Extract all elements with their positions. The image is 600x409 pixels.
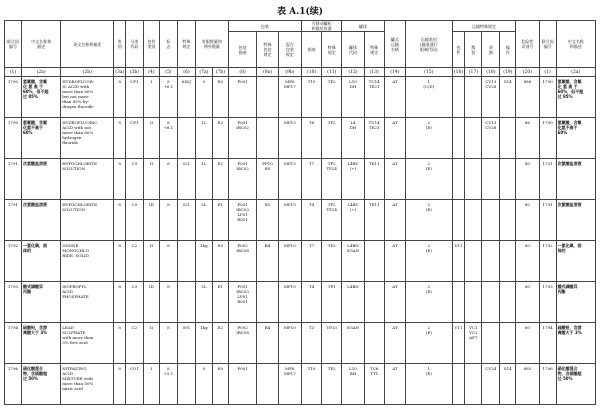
table-cell: 氢氟酸，含氟 化氢不高于 60% (21, 118, 60, 159)
dangerous-goods-table (4, 20, 596, 405)
table-cell: 1L (195, 118, 212, 159)
table-cell: 8 (114, 282, 126, 323)
table-row (5, 77, 596, 118)
table-cell: C9 (125, 159, 143, 200)
table-cell: 8 +6.1 (159, 118, 177, 159)
table-cell (482, 200, 500, 241)
table-cell: 8 (114, 241, 126, 282)
table-cell: P001 IBC02 (228, 159, 257, 200)
table-cell: 80 (516, 282, 539, 323)
column-number-cell: (17) (465, 68, 482, 77)
table-row (5, 282, 596, 323)
table-cell (465, 159, 482, 200)
column-number-cell: (2a) (556, 68, 595, 77)
column-number-cell: (4) (143, 68, 159, 77)
column-number-cell: (18) (482, 68, 500, 77)
header-transport-category: 运输类别 (隧道通行 限制代码) (405, 21, 452, 68)
table-cell: 521 (177, 200, 195, 241)
header-loading: 装 卸 (482, 32, 500, 68)
table-cell: 1791 (539, 200, 556, 241)
header-tank-vehicle: 罐式 运输 车辆 (384, 21, 405, 68)
table-cell (257, 77, 278, 118)
table-cell: CV13 CV28 (482, 118, 500, 159)
table-cell: MP8 MP17 (278, 77, 301, 118)
table-cell: E1 (212, 200, 228, 241)
table-cell: 硫酸铅，含游 离酸大于 3% (21, 323, 60, 364)
table-cell: 1kg (195, 323, 212, 364)
table-cell: IODINE MONOCHLO RIDE, SOLID (61, 241, 114, 282)
table-cell (465, 282, 482, 323)
table-cell: CV13 CV28 (482, 77, 500, 118)
header-tank-instructions: 指南 (302, 32, 322, 68)
table-cell: 885 (516, 364, 539, 405)
header-chinese-name-right: 中文名称 和描述 (556, 21, 595, 68)
table-cell (177, 241, 195, 282)
table-cell: V11 (452, 323, 465, 364)
table-cell: 2 (E) (405, 118, 452, 159)
table-cell: 8 (114, 77, 126, 118)
header-un-number: 联合国 编号 (5, 21, 22, 68)
column-number-cell: (5) (159, 68, 177, 77)
table-cell: V11 (452, 241, 465, 282)
table-cell: AT (384, 282, 405, 323)
table-row (5, 159, 596, 200)
column-number-cell: (19) (500, 68, 516, 77)
table-cell (177, 282, 195, 323)
column-number-cell: (2a) (21, 68, 60, 77)
table-cell: 1790 (539, 77, 556, 118)
table-cell: P001 IBC03 LP01 R001 (228, 200, 257, 241)
table-cell: 1kg (195, 241, 212, 282)
table-cell: E0 (212, 364, 228, 405)
table-cell: 1790 (5, 118, 22, 159)
column-number-cell: (10) (302, 68, 322, 77)
table-cell (465, 200, 482, 241)
table-cell: 1793 (5, 282, 22, 323)
table-cell: P001 IBC03 LP01 R001 (228, 282, 257, 323)
column-number-cell: (20) (516, 68, 539, 77)
table-cell: 次氯酸盐溶液 (21, 200, 60, 241)
table-cell: S14 (500, 77, 516, 118)
header-tank-special-provisions: 特殊 规定 (364, 32, 384, 68)
table-cell: 硫酸铅，含游 离酸大于 3% (556, 323, 595, 364)
table-cell: 80 (516, 323, 539, 364)
table-cell: 1796 (539, 364, 556, 405)
header-packing-group: 包装 类别 (143, 21, 159, 68)
table-cell: CO1 (125, 364, 143, 405)
table-cell: AT (384, 200, 405, 241)
table-cell: 1796 (5, 364, 22, 405)
table-cell: TP2 (322, 118, 342, 159)
table-cell (465, 241, 482, 282)
header-group-packaging: 包装 (228, 21, 301, 32)
table-cell: P001 (228, 77, 257, 118)
table-cell: MP15 (278, 118, 301, 159)
table-cell: E2 (212, 323, 228, 364)
table-cell: 1792 (5, 241, 22, 282)
column-number-cell: (2b) (61, 68, 114, 77)
column-number-cell: (7a) (195, 68, 212, 77)
table-cell: L10 BH (342, 364, 364, 405)
column-number-cell: (1) (539, 68, 556, 77)
table-cell: MP15 (278, 159, 301, 200)
table-cell: 次氯酸盐溶液 (21, 159, 60, 200)
table-cell: 2 (E) (405, 241, 452, 282)
table-cell: 80 (516, 241, 539, 282)
table-cell: 80 (516, 200, 539, 241)
table-cell (452, 159, 465, 200)
table-cell (177, 118, 195, 159)
table-cell: 1794 (539, 323, 556, 364)
table-cell: MP8 MP17 (278, 364, 301, 405)
column-number-cell: (11) (322, 68, 342, 77)
column-number-cell: (9a) (257, 68, 278, 77)
table-cell: 1790 (5, 77, 22, 118)
table-cell: TC6 TT1 (364, 364, 384, 405)
table-cell: 5L (195, 282, 212, 323)
table-cell: T4 (302, 282, 322, 323)
table-cell: NITRATING ACID MIXTURE with more than 50% nitric acid (61, 364, 114, 405)
table-cell: 酸式磷酸异 丙酯 (21, 282, 60, 323)
table-cell (465, 77, 482, 118)
table-cell: II (143, 159, 159, 200)
table-cell (465, 118, 482, 159)
table-cell: TP2 TP24 (322, 159, 342, 200)
table-cell: T10 (302, 77, 322, 118)
table-cell: TE11 (364, 200, 384, 241)
header-labels: 标 志 (159, 21, 177, 68)
table-cell: TE11 (364, 159, 384, 200)
table-cell: TP2 (322, 77, 342, 118)
table-cell: 8 +6.1 (159, 77, 177, 118)
column-number-cell: (8) (228, 68, 257, 77)
table-cell (364, 282, 384, 323)
column-number-cell: (6) (177, 68, 195, 77)
column-number-cell: (12) (342, 68, 364, 77)
header-special-packing: 特殊 包装 规定 (257, 32, 278, 68)
table-cell: 8 (159, 200, 177, 241)
table-cell (500, 200, 516, 241)
table-cell: TP33 (322, 323, 342, 364)
table-cell (452, 282, 465, 323)
header-packages: 包 件 (452, 32, 465, 68)
table-cell: 8 (114, 159, 126, 200)
table-cell: TP1 (322, 282, 342, 323)
table-cell: TP2 TP24 (322, 200, 342, 241)
column-number-cell: (14) (384, 68, 405, 77)
table-cell: MP10 (278, 241, 301, 282)
header-group-portable-tanks: 可移动罐柜 和散装容器 (302, 21, 342, 32)
table-cell (257, 282, 278, 323)
table-cell: CF1 (125, 118, 143, 159)
table-cell: 1793 (539, 282, 556, 323)
table-cell: L10 DH (342, 77, 364, 118)
table-cell: II (143, 241, 159, 282)
table-cell: C3 (125, 282, 143, 323)
table-cell: T3 (302, 323, 322, 364)
table-body (5, 77, 596, 405)
table-cell (364, 323, 384, 364)
table-cell: 次氯酸盐溶液 (556, 200, 595, 241)
table-row (5, 364, 596, 405)
header-limited-quantities: 有限数量和 例外数量 (195, 21, 228, 68)
column-number-cell: (16) (453, 69, 464, 75)
header-class: 类 别 (114, 21, 126, 68)
table-cell: AT (384, 118, 405, 159)
table-cell: CV24 (482, 364, 500, 405)
table-cell (482, 323, 500, 364)
table-cell (364, 241, 384, 282)
table-cell: 硝化酸混合 物，含硝酸超 过 50% (556, 364, 595, 405)
table-cell: 886 (516, 77, 539, 118)
table-cell: VC1 VC2 AP7 (465, 323, 482, 364)
table-cell: AT (384, 77, 405, 118)
header-un-number-right: 联合国 编号 (539, 21, 556, 68)
table-cell: 8 (159, 282, 177, 323)
table-cell: P002 IBC08 (228, 323, 257, 364)
table-cell: 1 (C/D) (405, 77, 452, 118)
table-cell: P001 (228, 364, 257, 405)
header-bulk: 散 装 (465, 32, 482, 68)
table-cell: TU14 TE21 (364, 118, 384, 159)
table-cell: CF1 (125, 77, 143, 118)
table-cell (452, 77, 465, 118)
table-cell: MP19 (278, 200, 301, 241)
table-cell: AT (384, 159, 405, 200)
table-cell: 1792 (539, 241, 556, 282)
header-tank-special: 特殊 规定 (322, 32, 342, 68)
table-cell: E0 (212, 77, 228, 118)
table-cell: 2 (E) (405, 159, 452, 200)
table-cell (500, 159, 516, 200)
table-cell: 1791 (5, 200, 22, 241)
table-cell: 80 (516, 159, 539, 200)
column-number-cell: (9b) (278, 68, 301, 77)
table-cell: LEAD SULPHATE with more than 3% free acid (61, 323, 114, 364)
table-cell: SGAN (342, 323, 364, 364)
table-cell: 次氯酸盐溶液 (556, 159, 595, 200)
table-cell (257, 364, 278, 405)
table-cell (465, 364, 482, 405)
table-cell: S14 (500, 364, 516, 405)
table-cell: E2 (212, 159, 228, 200)
table-cell: 酸式磷酸异 丙酯 (556, 282, 595, 323)
table-title: 表 A.1(续) (276, 7, 324, 17)
column-number-row (5, 68, 596, 77)
table-cell: 86 (516, 118, 539, 159)
table-cell: T7 (302, 159, 322, 200)
table-cell: B5 (257, 200, 278, 241)
table-cell: L4 DH (342, 118, 364, 159)
table-cell: 3 (E) (405, 282, 452, 323)
table-cell: T10 (302, 364, 322, 405)
table-row (5, 241, 596, 282)
table-cell: P002 IBC08 (228, 241, 257, 282)
table-cell: 3 (E) (405, 200, 452, 241)
table-cell: 1790 (539, 118, 556, 159)
table-cell: AT (384, 364, 405, 405)
table-cell: 591 (177, 323, 195, 364)
table-cell: HYPOCHLORITE SOLUTION (61, 200, 114, 241)
header-operation: 操 作 (500, 32, 516, 68)
table-cell: 1791 (539, 159, 556, 200)
table-cell: 640J (177, 77, 195, 118)
table-cell (452, 118, 465, 159)
column-number-cell: (13) (364, 68, 384, 77)
header-hazard-id: 危险性 识别号 (516, 21, 539, 68)
header-special-provisions: 特殊 规定 (177, 21, 195, 68)
table-cell: 硝化酸混合 物，含硝酸超 过 50% (21, 364, 60, 405)
table-cell (482, 159, 500, 200)
header-group-tanks: 罐体 (342, 21, 384, 32)
table-cell: 氢氟酸，含氟 化氢不高于 60% (556, 118, 595, 159)
table-cell: 一氯化碘，固 体的 (21, 241, 60, 282)
table-cell: B4 (257, 241, 278, 282)
column-number-cell: (7b) (212, 68, 228, 77)
table-cell: AT (384, 323, 405, 364)
header-english-name: 英文名称和描述 (61, 21, 114, 68)
table-cell: III (143, 282, 159, 323)
table-cell: 8 +5.1 (159, 364, 177, 405)
header-classification-code: 分类 代码 (125, 21, 143, 68)
table-cell: ISOPROPYL ACID PHOSPHATE (61, 282, 114, 323)
table-cell (482, 241, 500, 282)
table-cell: I (143, 77, 159, 118)
table-cell: AT (384, 241, 405, 282)
table-cell: MP19 (278, 282, 301, 323)
table-cell: HYDROFLUORIC ACID with not more than 60% hydrogen fluoride (61, 118, 114, 159)
table-cell: II (143, 118, 159, 159)
table-cell: L4BN (342, 282, 364, 323)
column-number-cell: (3b) (125, 68, 143, 77)
table-cell: 521 (177, 159, 195, 200)
table-cell: 1L (195, 159, 212, 200)
table-cell: 氢氟酸，含氟 化 氢 高 于 60%，但不超 过 85% (556, 77, 595, 118)
table-cell: B4 (257, 323, 278, 364)
table-cell (500, 282, 516, 323)
table-cell: E0 (212, 241, 228, 282)
table-cell: TP2 (322, 364, 342, 405)
table-cell: PP10 B5 (257, 159, 278, 200)
table-cell: 8 (159, 323, 177, 364)
table-cell: E2 (212, 118, 228, 159)
table-cell: 8 (159, 159, 177, 200)
table-cell: II (143, 323, 159, 364)
table-cell: I (143, 364, 159, 405)
table-cell: P001 IBC02 (228, 118, 257, 159)
table-cell: 8 (114, 364, 126, 405)
table-cell: HYDROFLUOR- IC ACID with more than 60% but not more than 85% hy- drogen fluoride (61, 77, 114, 118)
table-cell: 8 (114, 323, 126, 364)
header-mixed-packing: 混合 包装 规定 (278, 32, 301, 68)
table-cell: 1794 (5, 323, 22, 364)
table-row (5, 118, 596, 159)
table-cell: 8 (114, 200, 126, 241)
table-cell: 8 (114, 118, 126, 159)
table-cell: HYPOCHLORITE SOLUTION (61, 159, 114, 200)
table-cell: T7 (302, 241, 322, 282)
header-group-special-transport: 运输特殊规定 (452, 21, 516, 32)
table-cell (257, 118, 278, 159)
table-cell (177, 364, 195, 405)
table-cell (482, 282, 500, 323)
table-cell: 0 (195, 364, 212, 405)
table-cell (452, 364, 465, 405)
table-cell: C2 (125, 323, 143, 364)
table-cell: E1 (212, 282, 228, 323)
table-cell: L4BN SGAN (342, 241, 364, 282)
table-cell: 一氯化碘，固 体的 (556, 241, 595, 282)
table-cell (500, 118, 516, 159)
table-cell: 1 (E) (405, 364, 452, 405)
table-cell: 8 (159, 241, 177, 282)
table-cell: TU14 TE21 (364, 77, 384, 118)
table-row (5, 200, 596, 241)
table-cell (452, 200, 465, 241)
header-packing-instructions: 包装 指南 (228, 32, 257, 68)
column-number-cell: (1) (5, 68, 22, 77)
table-cell: C2 (125, 241, 143, 282)
table-cell: III (143, 200, 159, 241)
column-number-cell: (3a) (115, 69, 125, 75)
table-cell: TP2 (322, 241, 342, 282)
table-cell: T4 (302, 200, 322, 241)
table-cell: C9 (125, 200, 143, 241)
table-cell (500, 323, 516, 364)
table-cell: 1791 (5, 159, 22, 200)
table-cell: 5L (195, 200, 212, 241)
table-row (5, 323, 596, 364)
table-cell: MP10 (278, 323, 301, 364)
table-cell: L4BV (+) (342, 159, 364, 200)
table-cell: 2 (E) (405, 323, 452, 364)
table-cell: 0 (195, 77, 212, 118)
header-chinese-name: 中文名称和 描述 (21, 21, 60, 68)
table-cell (500, 241, 516, 282)
column-number-cell: (15) (405, 68, 452, 77)
table-cell: T8 (302, 118, 322, 159)
table-cell: L4BV (+) (342, 200, 364, 241)
header-tank-code: 罐体 代码 (342, 32, 364, 68)
table-cell: 氢氟酸，含氟 化 氢 高 于 60%，但不超 过 85% (21, 77, 60, 118)
